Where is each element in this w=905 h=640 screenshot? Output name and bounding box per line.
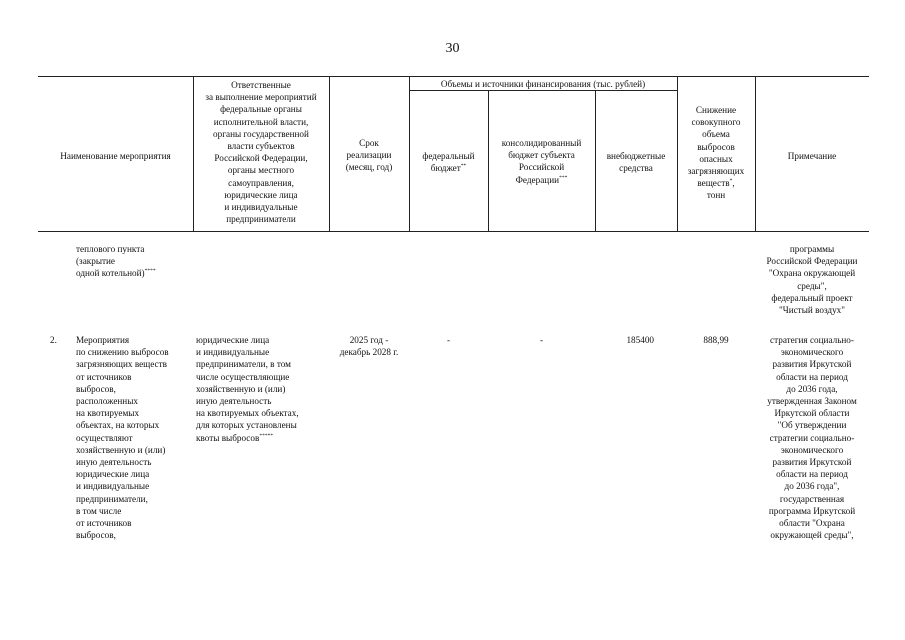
header-term: Срок реализации (месяц, год) [345,138,393,173]
row1-note: программы Российской Федерации "Охрана окружающей среды", федеральный проект "Чистый воздух" [766,244,858,316]
header-responsible: Ответственные за выполнение мероприятий федеральные органы исполнительной власти, органы государственной власти субъектов Российской Федерации, органы местного самоуправления, юридические лица и индивидуальные предприниматели [205,80,317,225]
page-number: 30 [445,41,460,56]
row2-term: 2025 год - декабрь 2028 г. [339,335,399,358]
header-name: Наименование мероприятия [60,151,171,161]
row2-consolidated: - [539,335,544,345]
row2-note: стратегия социально- экономического развития Иркутской области на период до 2036 года, утвержденная Законом Иркутской области "Об утверждении стратегии социально- экономического развития Иркутской области на период до 2036 года", государственная программа Иркутской области "Охрана окружающей среды", [767,335,857,541]
row2-federal: - [446,335,451,345]
header-extrabudget: внебюджетные средства [606,151,666,174]
row1-name: теплового пункта (закрытие одной котельной)**** [76,244,156,279]
row2-reduction: 888,99 [703,335,729,345]
header-reduction: Снижение совокупного объема выбросов опасных загрязняющих веществ*, тонн [687,105,745,201]
row2-number: 2. [50,335,57,345]
row2-responsible: юридические лица и индивидуальные предприниматели, в том числе осуществляющие хозяйственную и (или) иную деятельность на квотируемых объектах, для которых установлены квоты выбросов***** [196,335,299,443]
table-top-rule [38,76,869,77]
row2-name: Мероприятия по снижению выбросов загрязняющих веществ от источников выбросов, расположенных на квотируемых объектах, на которых осуществляют хозяйственную и (или) иную деятельность юридические лица и индивидуальные предприниматели, в том числе от источников выбросов, [76,335,169,541]
header-financing-group: Объемы и источники финансирования (тыс. рублей) [440,79,646,89]
header-consolidated: консолидированный бюджет субъекта Российской Федерации*** [501,138,582,185]
header-note: Примечание [787,151,837,161]
header-federal: федеральный бюджет** [422,151,475,174]
table-header-bottom-rule [38,231,869,232]
row2-extrabudget: 185400 [626,335,654,345]
